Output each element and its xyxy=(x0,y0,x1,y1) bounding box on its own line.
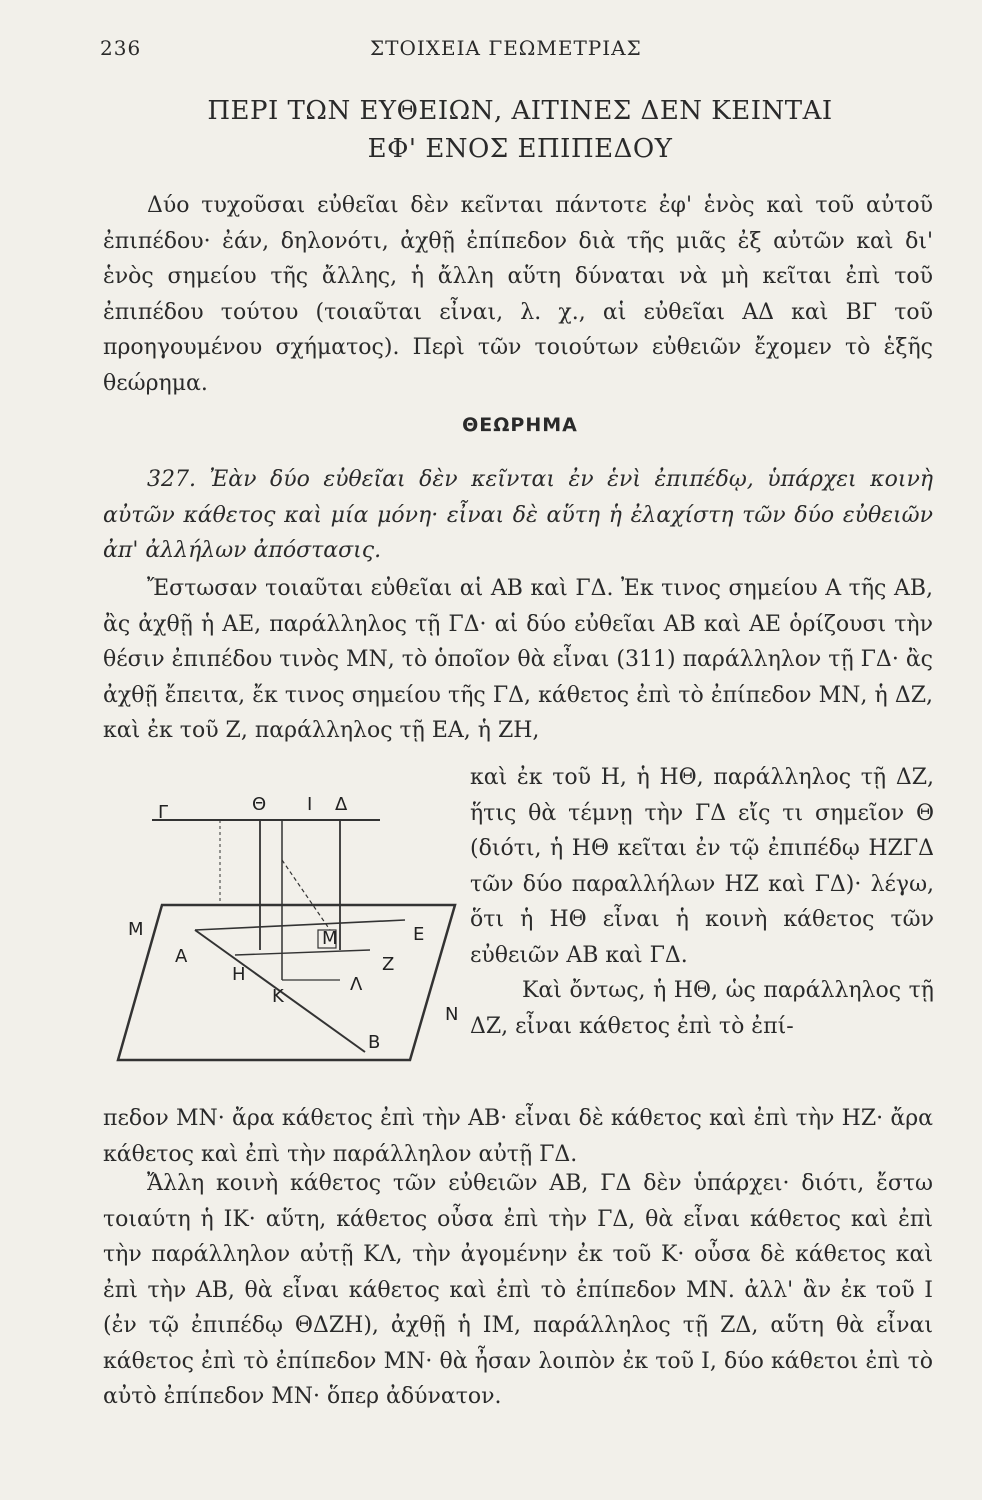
plane-mn-outline xyxy=(118,905,455,1060)
label-lambda: Λ xyxy=(350,974,363,995)
label-mu-inner: Μ xyxy=(322,928,338,949)
label-zeta: Ζ xyxy=(382,954,395,975)
proof-paragraph-3: Ἄλλη κοινὴ κάθετος τῶν εὐθειῶν ΑΒ, ΓΔ δὲν ὑπάρχει· διότι, ἔστω τοιαύτη ἡ ΙΚ· αὕτη, κάθετος οὖσα ἐπὶ τὴν ΓΔ, θὰ εἶναι κάθετος καὶ ἐπὶ τὴν παράλληλον αὐτῇ ΚΛ, τὴν ἀγομένην ἐκ τοῦ Κ· οὖσα δὲ κάθετος καὶ ἐπὶ τὴν ΑΒ, θὰ εἶναι κάθετος καὶ ἐπὶ τὸ ἐπίπεδον ΜΝ. ἀλλ' ἂν ἐκ τοῦ Ι (ἐν τῷ ἐπιπέδῳ ΘΔΖΗ), ἀχθῇ ἡ ΙΜ, παράλληλος τῇ ΖΔ, αὕτη θὰ εἶναι κάθετος ἐπὶ τὸ ἐπίπεδον ΜΝ· θὰ ἦσαν λοιπὸν ἐκ τοῦ Ι, δύο κάθετοι ἐπὶ τὸ αὐτὸ ἐπίπεδον ΜΝ· ὅπερ ἀδύνατον. xyxy=(103,1171,933,1409)
theorem-statement: 327. Ἐὰν δύο εὐθεῖαι δὲν κεῖνται ἐν ἑνὶ ἐπιπέδῳ, ὑπάρχει κοινὴ αὐτῶν κάθετος καὶ μία μόνη· εἶναι δὲ αὕτη ἡ ἐλαχίστη τῶν δύο εὐθειῶν ἀπ' ἀλλήλων ἀπόστασις. xyxy=(103,467,933,563)
section-title xyxy=(100,92,940,168)
line-iota-mu xyxy=(282,860,330,930)
label-kappa: Κ xyxy=(272,986,284,1007)
line-alpha-epsilon xyxy=(195,920,405,930)
page-number: 236 xyxy=(100,36,142,60)
label-nu: Ν xyxy=(445,1004,459,1025)
label-theta: Θ xyxy=(252,794,267,815)
label-alpha: Α xyxy=(175,946,188,967)
proof-paragraph-1-continued: καὶ ἐκ τοῦ Η, ἡ ΗΘ, παράλληλος τῇ ΔΖ, ἥτις θὰ τέμνῃ τὴν ΓΔ εἴς τι σημεῖον Θ (διότι, ἡ ΗΘ κεῖται ἐν τῷ ἐπιπέδῳ ΗΖΓΔ τῶν δύο παραλλήλων ΗΖ καὶ ΓΔ)· λέγω, ὅτι ἡ ΗΘ εἶναι ἡ κοινὴ κάθετος τῶν εὐθειῶν ΑΒ καὶ ΓΔ. xyxy=(470,765,934,968)
label-delta: Δ xyxy=(335,794,348,815)
label-beta: Β xyxy=(368,1032,381,1053)
proof-paragraph-2-continued: πεδον ΜΝ· ἄρα κάθετος ἐπὶ τὴν ΑΒ· εἶναι δὲ κάθετος καὶ ἐπὶ τὴν ΗΖ· ἄρα κάθετος καὶ ἐπὶ τὴν παράλληλον αὐτῇ ΓΔ. xyxy=(103,1106,933,1167)
section-title-line-2: ΕΦ' ΕΝΟΣ ΕΠΙΠΕΔΟΥ xyxy=(367,134,673,164)
label-iota: Ι xyxy=(307,794,313,815)
intro-paragraph: Δύο τυχοῦσαι εὐθεῖαι δὲν κεῖνται πάντοτε ἐφ' ἑνὸς καὶ τοῦ αὐτοῦ ἐπιπέδου· ἐάν, δηλονότι, ἀχθῇ ἐπίπεδον διὰ τῆς μιᾶς ἐξ αὐτῶν καὶ δι' ἑνὸς σημείου τῆς ἄλλης, ἡ ἄλλη αὕτη δύναται νὰ μὴ κεῖται ἐπὶ τοῦ ἐπιπέδου τούτου (τοιαῦται εἶναι, λ. χ., αἱ εὐθεῖαι ΑΔ καὶ ΒΓ τοῦ προηγουμένου σχήματος). Περὶ τῶν τοιούτων εὐθειῶν ἔχομεν τὸ ἑξῆς θεώρημα. xyxy=(103,193,933,396)
label-mu-left: Μ xyxy=(128,919,144,940)
theorem-heading: ΘΕΩΡΗΜΑ xyxy=(462,414,578,436)
page-header xyxy=(100,36,922,66)
line-eta-zeta xyxy=(235,950,370,955)
label-eta: Η xyxy=(232,964,246,985)
label-epsilon: Ε xyxy=(413,924,425,945)
proof-paragraph-2-start: Καὶ ὄντως, ἡ ΗΘ, ὡς παράλληλος τῇ ΔΖ, εἶναι κάθετος ἐπὶ τὸ ἐπί- xyxy=(470,978,934,1039)
label-gamma: Γ xyxy=(158,802,169,823)
proof-side-column xyxy=(470,760,934,1044)
section-title-line-1: ΠΕΡΙ ΤΩΝ ΕΥΘΕΙΩΝ, ΑΙΤΙΝΕΣ ΔΕΝ ΚΕΙΝΤΑΙ xyxy=(207,96,833,126)
proof-paragraph-1: Ἔστωσαν τοιαῦται εὐθεῖαι αἱ ΑΒ καὶ ΓΔ. Ἐκ τινος σημείου Α τῆς ΑΒ, ἂς ἀχθῇ ἡ ΑΕ, παράλληλος τῇ ΓΔ· αἱ δύο εὐθεῖαι ΑΒ καὶ ΑΕ ὁρίζουσι τὴν θέσιν ἐπιπέδου τινὸς ΜΝ, τὸ ὁποῖον θὰ εἶναι (311) παράλληλον τῇ ΓΔ· ἂς ἀχθῇ ἔπειτα, ἔκ τινος σημείου τῆς ΓΔ, κάθετος ἐπὶ τὸ ἐπίπεδον ΜΝ, ἡ ΔΖ, καὶ ἐκ τοῦ Ζ, παράλληλος τῇ ΕΑ, ἡ ΖΗ, xyxy=(103,576,933,743)
running-title: ΣΤΟΙΧΕΙΑ ΓΕΩΜΕΤΡΙΑΣ xyxy=(370,36,642,60)
geometry-figure xyxy=(100,780,470,1080)
